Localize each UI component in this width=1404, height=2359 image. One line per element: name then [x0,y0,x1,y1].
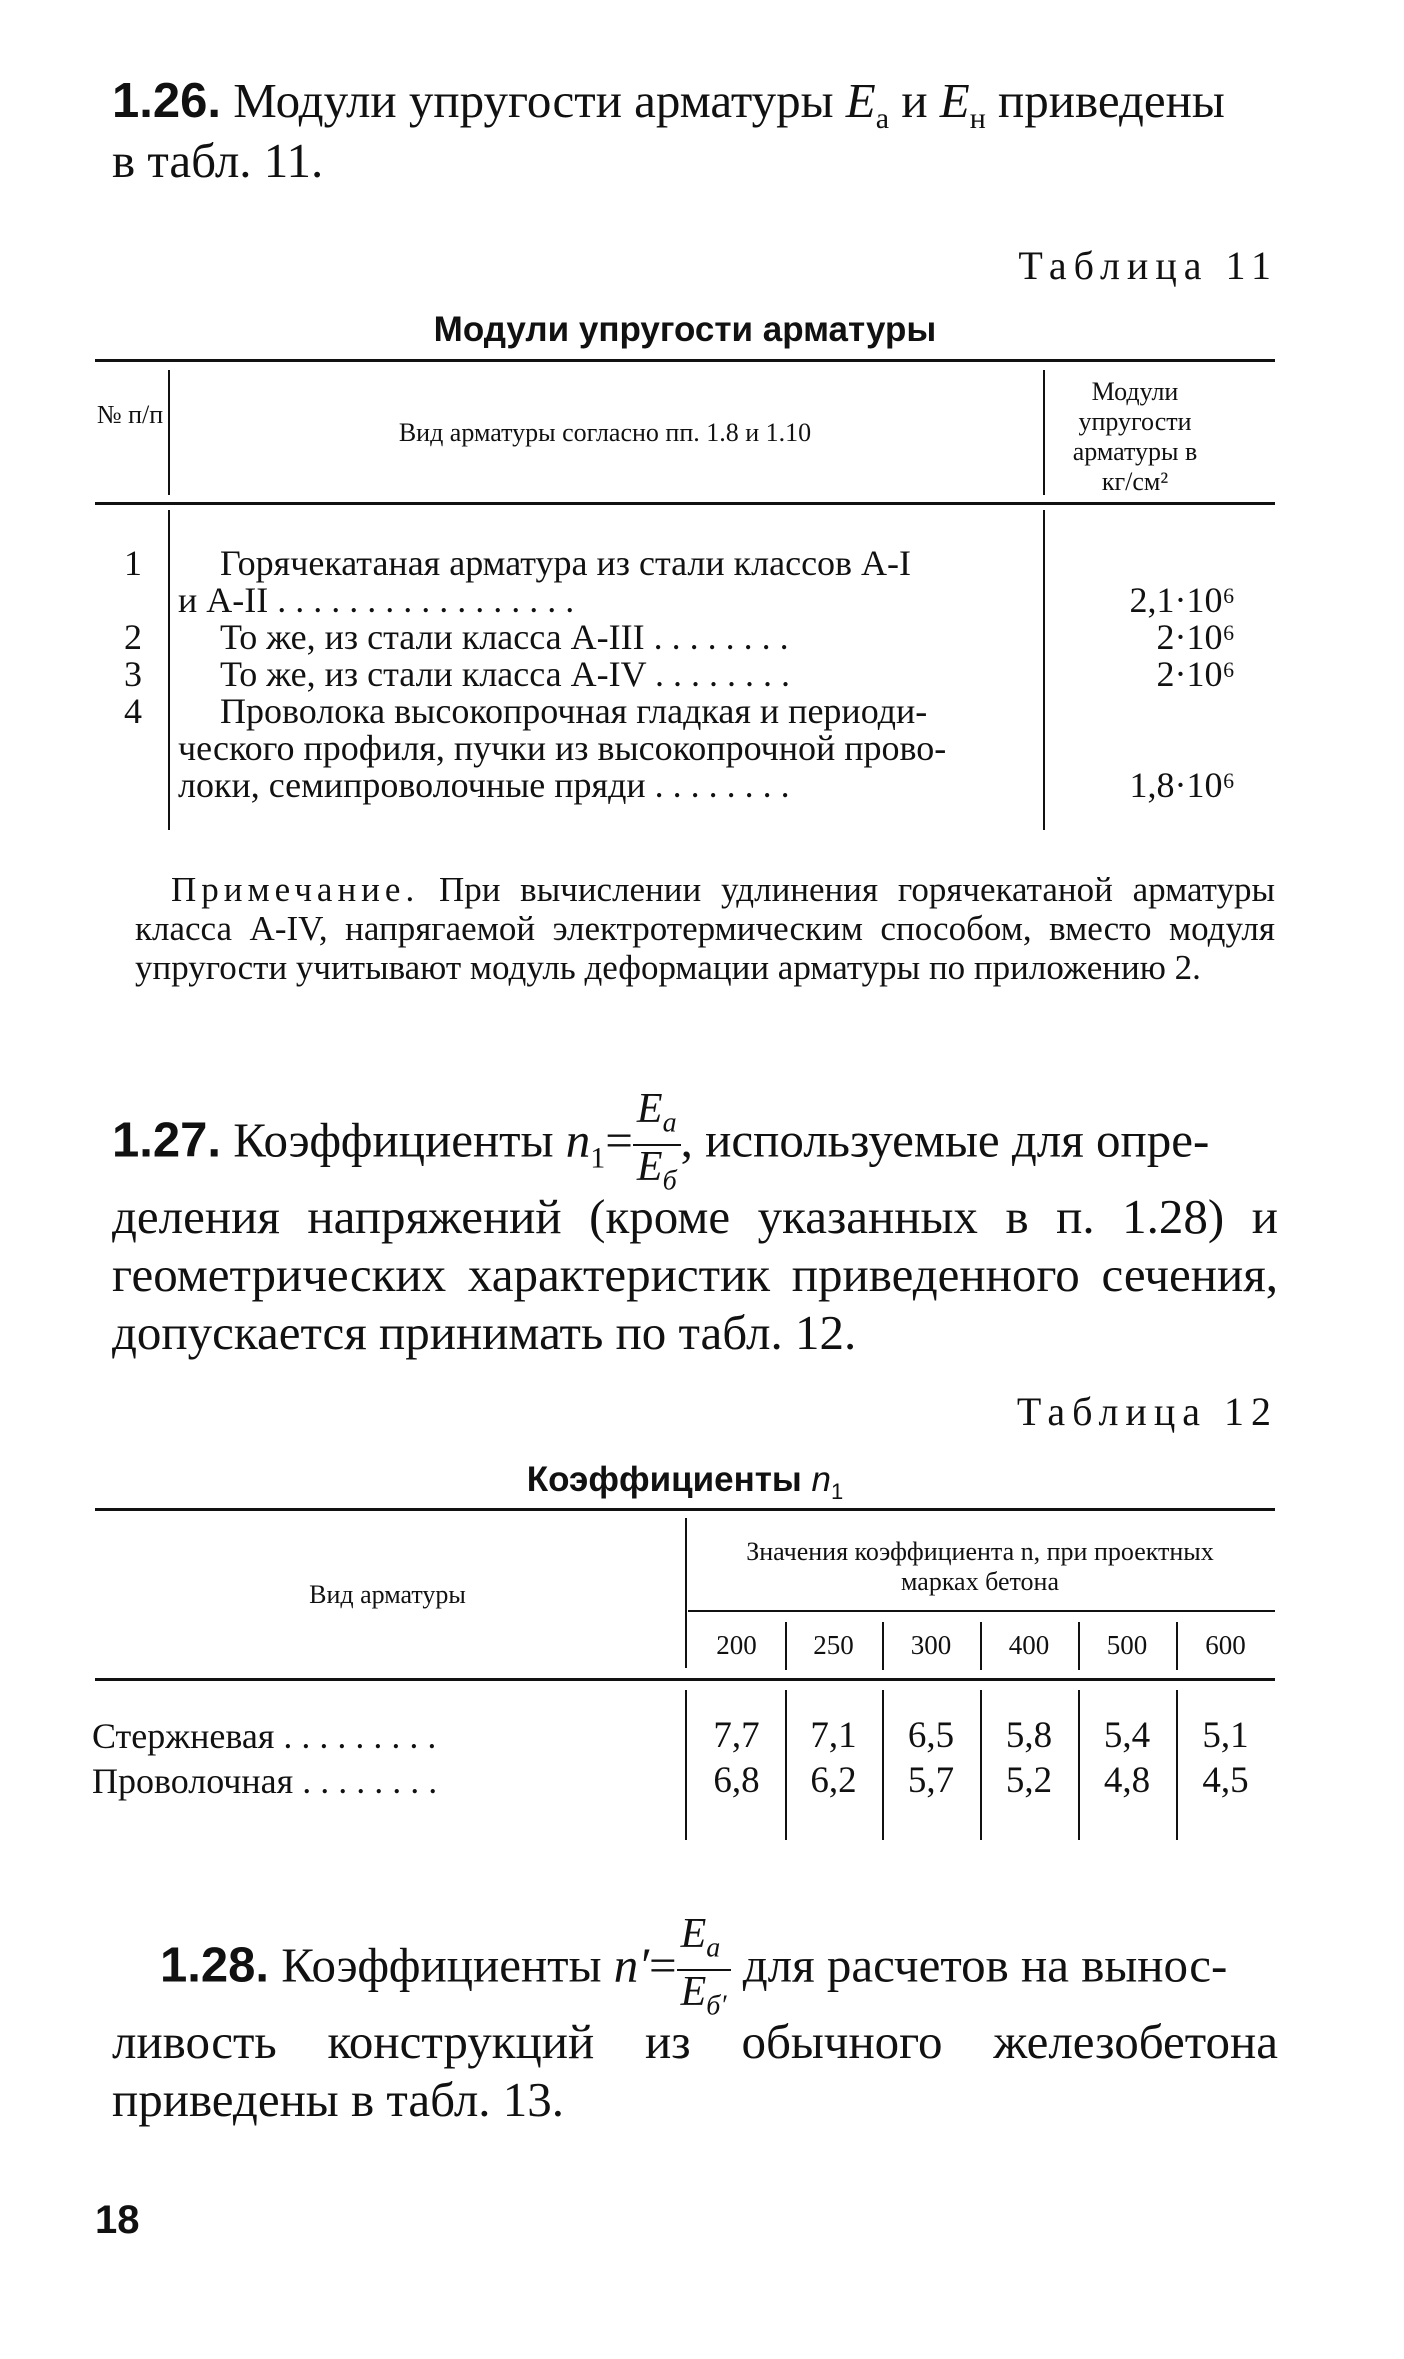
row-text: локи, семипроволочные пряди . . . . . . . . [178,765,790,805]
subscript: б′ [706,1990,727,2022]
subscript: 1 [831,1479,844,1504]
section-number: 1.26. [112,74,221,128]
paragraph-1-28-body: ливость конструкций из обычного железобетона приведены в табл. 13. [112,2014,1278,2127]
table-11-header-modulus: Модули упругости арматуры в кг/см² [1072,377,1198,496]
table-12-header-values: Значения коэффициента n, при проектных марках бетона [746,1537,1214,1596]
row-number: 1 [124,543,142,583]
table-11-col-divider [168,510,170,830]
symbol: E [939,73,970,128]
page-number: 18 [95,2198,140,2242]
table-12-col-divider [685,1690,687,1840]
modulus-value: 2,1·10⁶ [1129,580,1235,620]
paragraph-text: , используемые для опре- [680,1112,1210,1168]
table-11-header-rule [95,502,1275,505]
table-12-top-rule [95,1508,1275,1511]
coefficient-value: 5,7 [907,1760,955,1801]
section-number: 1.28. [160,1938,269,1993]
coefficient-value: 5,1 [1202,1715,1249,1756]
modulus-value: 1,8·10⁶ [1129,765,1235,805]
coefficient-value: 5,2 [1005,1760,1053,1801]
symbol: E [680,1911,707,1957]
coefficient-value: 6,8 [713,1760,760,1801]
coefficient-value: 7,1 [810,1715,857,1756]
note-text: При вычислении удлинения горячекатаной арматуры класса А-IV, напрягаемой электротермическим способом, вместо модуля упругости учитывают модуль деформации арматуры по приложению 2. [135,870,1276,987]
row-text: Горячекатаная арматура из стали классов А-I [220,543,912,583]
table-11-col-divider [1043,370,1045,495]
table-11-header-type: Вид арматуры согласно пп. 1.8 и 1.10 [398,418,812,447]
symbol: E [636,1086,663,1132]
grade-header: 500 [1106,1630,1148,1660]
table-11-col-divider [1043,510,1045,830]
symbol: n [565,1112,591,1168]
table-12-header-type: Вид арматуры [309,1580,466,1609]
modulus-value: 2·10⁶ [1156,617,1235,657]
table-11-values [1060,582,1235,804]
title-text: Коэффициенты [526,1460,802,1499]
symbol: n [811,1460,831,1499]
table-11-caption: Таблица 11 [1018,243,1278,288]
symbol: n′ [613,1937,649,1993]
symbol: E [845,73,876,128]
table-12-title [95,1460,1275,1505]
row-text: То же, из стали класса А-IV . . . . . . . . [220,654,790,694]
table-11-note [135,870,1275,987]
table-11-col-divider [168,370,170,495]
subscript: б [662,1165,677,1197]
row-text: Проволока высокопрочная гладкая и периоди- [220,691,928,731]
table-11-header-num: № п/п [96,400,164,429]
subscript: а [875,101,890,135]
table-12-col-divider [980,1622,982,1670]
symbol: E [680,1969,707,2016]
table-12-col-divider [1176,1622,1178,1670]
numerator [633,1088,681,1146]
coefficient-value: 4,5 [1202,1760,1249,1801]
subscript: а [662,1107,677,1139]
paragraph-text: и [901,73,928,128]
note-label: Примечание. [171,870,420,909]
paragraph-text: Коэффициенты [281,1937,602,1993]
row-text: и А-II . . . . . . . . . . . . . . . . . [178,580,575,620]
fraction [633,1088,681,1203]
row-number: 3 [124,654,142,694]
paragraph-1-27-body: деления напряжений (кроме указанных в п. 1.28) и геометрических характеристик приведенного сечения, допускается принимать по табл. 12. [112,1189,1278,1360]
coefficient-value: 5,8 [1005,1715,1053,1756]
table-12-caption: Таблица 12 [1016,1389,1278,1434]
subscript: н [969,101,986,135]
numerator [677,1913,731,1971]
subscript: а [706,1932,721,1964]
section-number: 1.27. [112,1113,221,1168]
coefficient-value: 6,2 [810,1760,857,1801]
modulus-value: 2·10⁶ [1156,654,1235,694]
table-12-col-divider [1078,1622,1080,1670]
table-12-col-divider [882,1622,884,1670]
row-text: ческого профиля, пучки из высокопрочной прово- [178,728,947,768]
table-12-row-labels [92,1714,672,1804]
symbol: E [636,1144,663,1191]
grade-header: 250 [813,1630,854,1660]
equals-sign: = [648,1937,677,1993]
row-number: 2 [124,617,142,657]
coefficient-value: 7,7 [713,1715,760,1756]
table-11-row-text [178,545,1033,804]
table-11-row-nums [118,545,148,730]
grade-header: 600 [1205,1630,1246,1660]
paragraph-1-28 [160,1913,1278,2028]
coefficient-value: 4,8 [1103,1760,1151,1801]
paragraph-text: Коэффициенты [233,1112,554,1168]
fraction [677,1913,731,2028]
row-text: То же, из стали класса А-III . . . . . . . . [220,617,789,657]
row-number: 4 [124,691,142,731]
grade-header: 200 [716,1630,757,1660]
paragraph-text: для расчетов на вынос- [742,1937,1228,1993]
coefficient-value: 6,5 [907,1715,955,1756]
table-12-mid-rule [688,1610,1275,1612]
paragraph-1-26-line2: в табл. 11. [112,133,324,188]
grade-header: 300 [910,1630,952,1660]
paragraph-text: приведены [998,73,1225,128]
table-12-col-divider [685,1518,687,1668]
paragraph-text: Модули упругости арматуры [233,73,834,128]
equals-sign: = [605,1112,633,1168]
subscript: 1 [590,1141,606,1175]
grade-header: 400 [1008,1630,1050,1660]
row-label: Проволочная . . . . . . . . [92,1761,438,1801]
table-11-top-rule [95,359,1275,362]
table-12-col-divider [785,1622,787,1670]
table-11-title: Модули упругости арматуры [433,310,937,349]
table-12-header-rule [95,1678,1275,1681]
row-label: Стержневая . . . . . . . . . [92,1716,437,1756]
coefficient-value: 5,4 [1103,1715,1151,1756]
paragraph-1-27 [112,1088,1278,1203]
